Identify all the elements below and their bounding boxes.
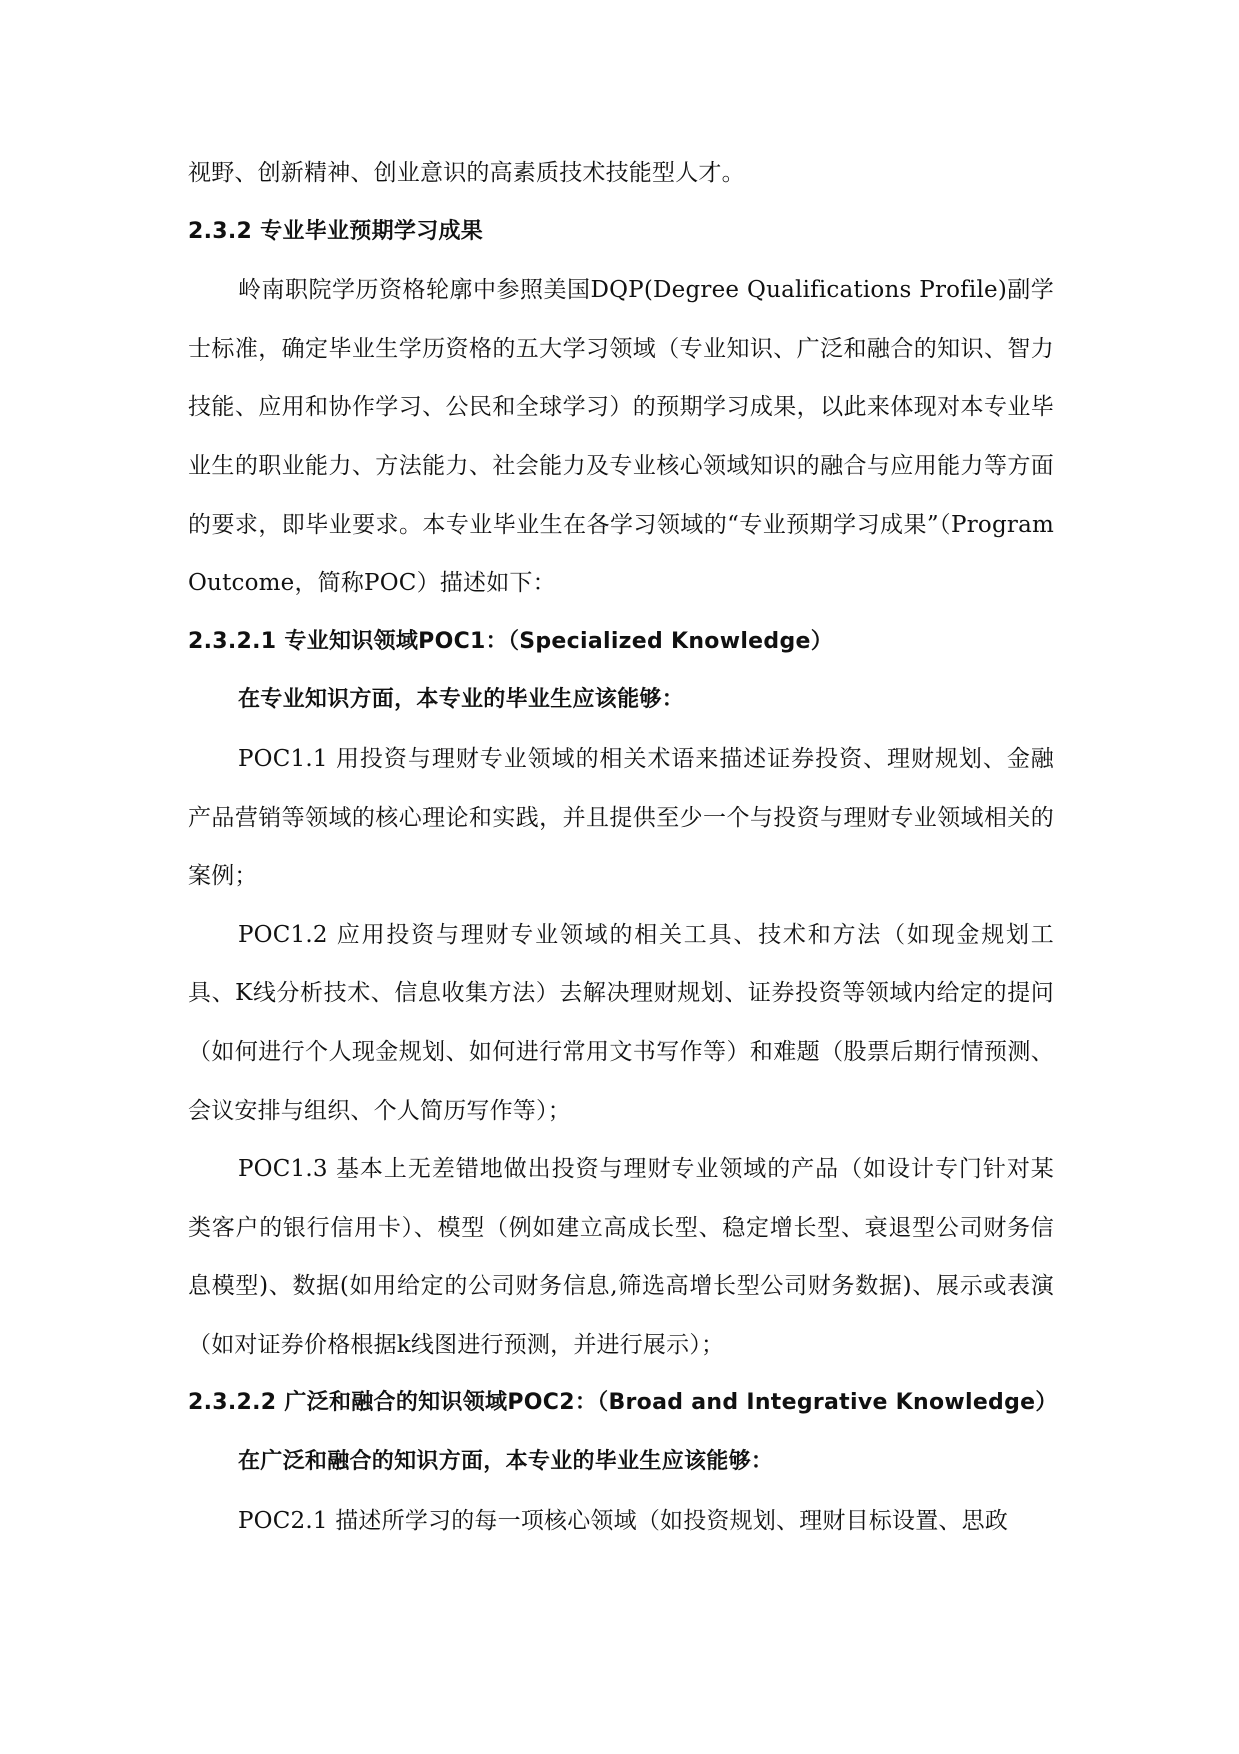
lead-broad-knowledge: 在广泛和融合的知识方面，本专业的毕业生应该能够：	[238, 1449, 774, 1475]
paragraph-poc1-1: POC1.1 用投资与理财专业领域的相关术语来描述证券投资、理财规划、金融产品营销等领域的核心理论和实践，并且提供至少一个与投资与理财专业领域相关的案例；	[188, 745, 1054, 890]
paragraph-poc2-1: POC2.1 描述所学习的每一项核心领域（如投资规划、理财目标设置、思政	[238, 1507, 1009, 1534]
document-body	[188, 144, 1058, 1550]
section-heading-2-3-2: 2.3.2 专业毕业预期学习成果	[188, 218, 484, 244]
paragraph-poc1-3: POC1.3 基本上无差错地做出投资与理财专业领域的产品（如设计专门针对某类客户的银行信用卡）、模型（例如建立高成长型、稳定增长型、衰退型公司财务信息模型)、数据(如用给定的公司财务信息,筛选高增长型公司财务数据)、展示或表演（如对证券价格根据k线图进行预测，并进行展示）；	[188, 1156, 1054, 1358]
lead-specialized-knowledge: 在专业知识方面，本专业的毕业生应该能够：	[238, 687, 685, 713]
paragraph-dqp-description: 岭南职院学历资格轮廓中参照美国DQP(Degree Qualifications Profile)副学士标准，确定毕业生学历资格的五大学习领域（专业知识、广泛和融合的知识、智力技能、应用和协作学习、公民和全球学习）的预期学习成果，以此来体现对本专业毕业生的职业能力、方法能力、社会能力及专业核心领域知识的融合与应用能力等方面的要求，即毕业要求。本专业毕业生在各学习领域的“专业预期学习成果”（Program Outcome，简称POC）描述如下：	[188, 277, 1054, 597]
section-heading-2-3-2-1: 2.3.2.1 专业知识领域POC1：（Specialized Knowledge）	[188, 628, 834, 654]
section-heading-2-3-2-2: 2.3.2.2 广泛和融合的知识领域POC2：（Broad and Integrative Knowledge）	[188, 1390, 1058, 1416]
paragraph-intro-tail: 视野、创新精神、创业意识的高素质技术技能型人才。	[188, 160, 745, 186]
paragraph-poc1-2: POC1.2 应用投资与理财专业领域的相关工具、技术和方法（如现金规划工具、K线分析技术、信息收集方法）去解决理财规划、证券投资等领域内给定的提问（如何进行个人现金规划、如何进行常用文书写作等）和难题（股票后期行情预测、会议安排与组织、个人简历写作等）；	[188, 921, 1054, 1124]
